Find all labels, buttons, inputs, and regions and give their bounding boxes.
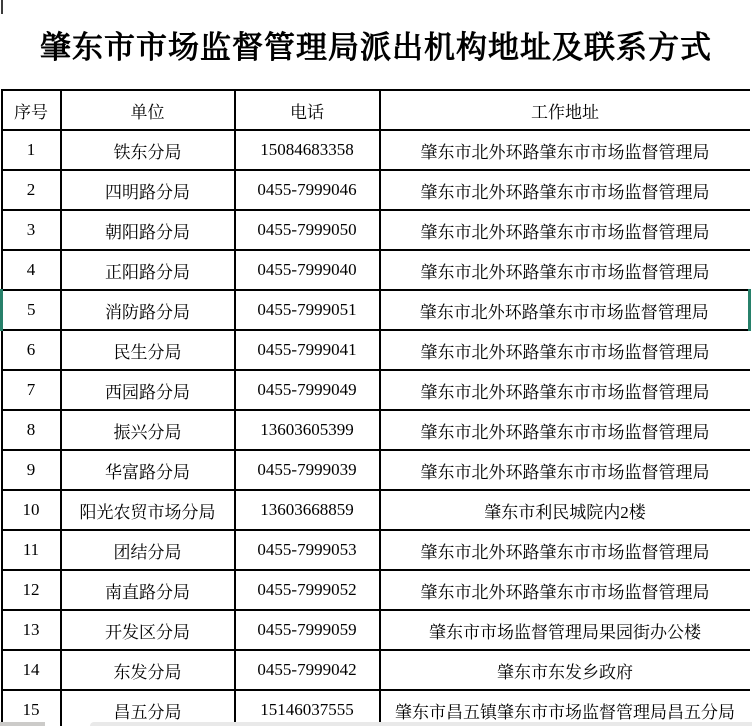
unit-cell[interactable]: 阳光农贸市场分局 [61, 490, 235, 530]
table-row [2, 170, 750, 210]
scrollbar-segment-left[interactable] [0, 722, 45, 726]
address-cell[interactable]: 肇东市北外环路肇东市市场监督管理局 [380, 450, 750, 490]
table-row [2, 450, 750, 490]
phone-cell[interactable]: 0455-7999041 [235, 330, 380, 370]
address-cell[interactable]: 肇东市北外环路肇东市市场监督管理局 [380, 570, 750, 610]
row-number-cell[interactable]: 8 [2, 410, 61, 450]
address-cell[interactable]: 肇东市北外环路肇东市市场监督管理局 [380, 290, 750, 330]
row-number-cell[interactable]: 13 [2, 610, 61, 650]
address-cell[interactable]: 肇东市北外环路肇东市市场监督管理局 [380, 410, 750, 450]
phone-cell[interactable]: 15146037555 [235, 690, 380, 726]
table-row [2, 530, 750, 570]
table-row [2, 570, 750, 610]
header-cell-number[interactable]: 序号 [2, 90, 61, 130]
scrollbar-strip [0, 722, 752, 726]
row-number-cell[interactable]: 4 [2, 250, 61, 290]
table-row [2, 370, 750, 410]
address-cell[interactable]: 肇东市利民城院内2楼 [380, 490, 750, 530]
table-row [2, 130, 750, 170]
unit-cell[interactable]: 四明路分局 [61, 170, 235, 210]
table-row [2, 490, 750, 530]
row-number-cell[interactable]: 9 [2, 450, 61, 490]
unit-cell[interactable]: 朝阳路分局 [61, 210, 235, 250]
address-cell[interactable]: 肇东市北外环路肇东市市场监督管理局 [380, 130, 750, 170]
row-number-cell[interactable]: 7 [2, 370, 61, 410]
phone-cell[interactable]: 15084683358 [235, 130, 380, 170]
phone-cell[interactable]: 0455-7999042 [235, 650, 380, 690]
phone-cell[interactable]: 0455-7999040 [235, 250, 380, 290]
table-row [2, 330, 750, 370]
address-cell[interactable]: 肇东市北外环路肇东市市场监督管理局 [380, 250, 750, 290]
phone-cell[interactable]: 0455-7999050 [235, 210, 380, 250]
row-number-cell[interactable]: 3 [2, 210, 61, 250]
table-row [2, 610, 750, 650]
table-body [2, 130, 750, 726]
table-row [2, 410, 750, 450]
row-number-cell[interactable]: 11 [2, 530, 61, 570]
row-number-cell[interactable]: 15 [2, 690, 61, 726]
phone-cell[interactable]: 0455-7999059 [235, 610, 380, 650]
table-row [2, 250, 750, 290]
phone-cell[interactable]: 0455-7999039 [235, 450, 380, 490]
table-row [2, 210, 750, 250]
address-cell[interactable]: 肇东市北外环路肇东市市场监督管理局 [380, 170, 750, 210]
address-cell[interactable]: 肇东市北外环路肇东市市场监督管理局 [380, 370, 750, 410]
phone-cell[interactable]: 0455-7999049 [235, 370, 380, 410]
header-cell-address[interactable]: 工作地址 [380, 90, 750, 130]
address-cell[interactable]: 肇东市北外环路肇东市市场监督管理局 [380, 530, 750, 570]
phone-cell[interactable]: 13603668859 [235, 490, 380, 530]
unit-cell[interactable]: 民生分局 [61, 330, 235, 370]
unit-cell[interactable]: 昌五分局 [61, 690, 235, 726]
row-number-cell[interactable]: 5 [2, 290, 61, 330]
page-title: 肇东市市场监督管理局派出机构地址及联系方式 [40, 30, 712, 65]
row-number-cell[interactable]: 10 [2, 490, 61, 530]
row-number-cell[interactable]: 6 [2, 330, 61, 370]
header-cell-phone[interactable]: 电话 [235, 90, 380, 130]
unit-cell[interactable]: 西园路分局 [61, 370, 235, 410]
address-cell[interactable]: 肇东市市场监督管理局果园街办公楼 [380, 610, 750, 650]
row-number-cell[interactable]: 12 [2, 570, 61, 610]
row-number-cell[interactable]: 1 [2, 130, 61, 170]
address-cell[interactable]: 肇东市东发乡政府 [380, 650, 750, 690]
address-cell[interactable]: 肇东市昌五镇肇东市市场监督管理局昌五分局 [380, 690, 750, 726]
unit-cell[interactable]: 华富路分局 [61, 450, 235, 490]
unit-cell[interactable]: 南直路分局 [61, 570, 235, 610]
phone-cell[interactable]: 13603605399 [235, 410, 380, 450]
selected-table-row [2, 290, 750, 330]
branch-contact-table [0, 89, 751, 726]
phone-cell[interactable]: 0455-7999052 [235, 570, 380, 610]
table-row [2, 650, 750, 690]
unit-cell[interactable]: 振兴分局 [61, 410, 235, 450]
row-number-cell[interactable]: 14 [2, 650, 61, 690]
scrollbar-segment-right[interactable] [90, 722, 752, 726]
table-row [2, 690, 750, 726]
unit-cell[interactable]: 消防路分局 [61, 290, 235, 330]
row-number-cell[interactable]: 2 [2, 170, 61, 210]
address-cell[interactable]: 肇东市北外环路肇东市市场监督管理局 [380, 330, 750, 370]
unit-cell[interactable]: 正阳路分局 [61, 250, 235, 290]
phone-cell[interactable]: 0455-7999053 [235, 530, 380, 570]
phone-cell[interactable]: 0455-7999046 [235, 170, 380, 210]
header-cell-unit[interactable]: 单位 [61, 90, 235, 130]
address-cell[interactable]: 肇东市北外环路肇东市市场监督管理局 [380, 210, 750, 250]
phone-cell[interactable]: 0455-7999051 [235, 290, 380, 330]
unit-cell[interactable]: 团结分局 [61, 530, 235, 570]
unit-cell[interactable]: 铁东分局 [61, 130, 235, 170]
unit-cell[interactable]: 东发分局 [61, 650, 235, 690]
table-header-row [2, 90, 750, 130]
unit-cell[interactable]: 开发区分局 [61, 610, 235, 650]
